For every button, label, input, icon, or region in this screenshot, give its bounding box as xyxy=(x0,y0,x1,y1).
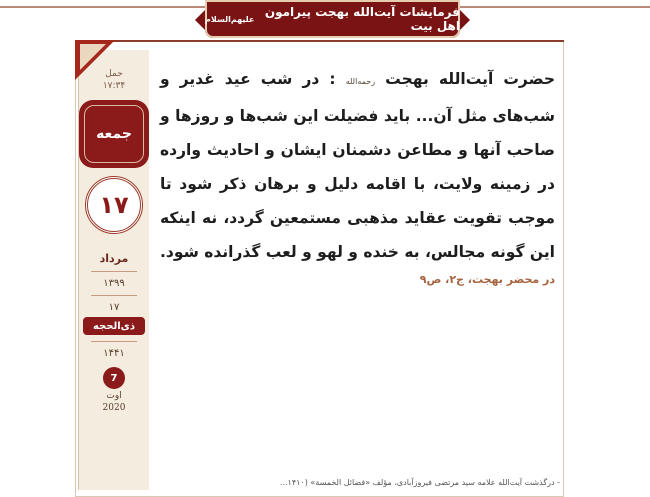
hijri-month-badge xyxy=(83,317,145,335)
quote-block xyxy=(160,62,555,286)
hijri-year: ۱۴۴۱ xyxy=(103,348,125,359)
gregorian-day: 7 xyxy=(110,372,118,384)
gregorian-month: اوت xyxy=(106,391,122,401)
weekday-label: جمعه xyxy=(96,126,132,142)
time-text: ۱۷:۳۴ xyxy=(102,81,126,91)
divider xyxy=(91,341,137,342)
date-sidebar xyxy=(78,50,149,490)
day-number: ۱۷ xyxy=(99,191,129,219)
solar-sign xyxy=(103,68,125,92)
banner-salutation: علیهم‌السلام xyxy=(205,14,255,24)
quote-speaker: حضرت آیت‌الله بهجت xyxy=(385,70,556,88)
hijri-month: ذی‌الحجه xyxy=(93,320,135,332)
solar-sign-label: حمل xyxy=(105,69,123,79)
quote-paragraph xyxy=(160,62,555,269)
quote-source: در محضر بهجت، ج۲، ص۹ xyxy=(419,273,555,286)
footnote: - درگذشت آیت‌الله علامه سید مرتضی فیروزآبادی، مؤلف «فضائل الخمسة» (۱۴۱۰... xyxy=(279,478,560,487)
divider xyxy=(91,295,137,296)
hijri-day: ۱۷ xyxy=(108,302,120,313)
page-title: فرمایشات آیت‌الله بهجت پیرامون اهل بیت xyxy=(264,5,460,33)
solar-year: ۱۳۹۹ xyxy=(103,278,125,289)
gregorian-year: 2020 xyxy=(102,403,126,413)
divider xyxy=(91,271,137,272)
speaker-salutation: رحمه‌الله xyxy=(345,77,376,86)
gregorian-day-badge xyxy=(103,367,125,389)
page-title-banner xyxy=(205,0,460,38)
day-number-badge xyxy=(85,176,143,234)
solar-month: مرداد xyxy=(99,252,129,265)
quote-text: : در شب عید غدیر و شب‌های مثل آن... باید فضیلت این شب‌ها و روزها و صاحب آنها و مطاعن دشمنان ایشان و احادیث وارده در زمینه ولایت، با اقامه دلیل و برهان ذکر شود تا موجب تقویت عقاید مذهبی مستمعین گردد، نه اینکه این گونه مجالس، به خنده و لهو و لعب گذرانده شود. xyxy=(160,70,555,261)
weekday-badge xyxy=(79,100,149,168)
